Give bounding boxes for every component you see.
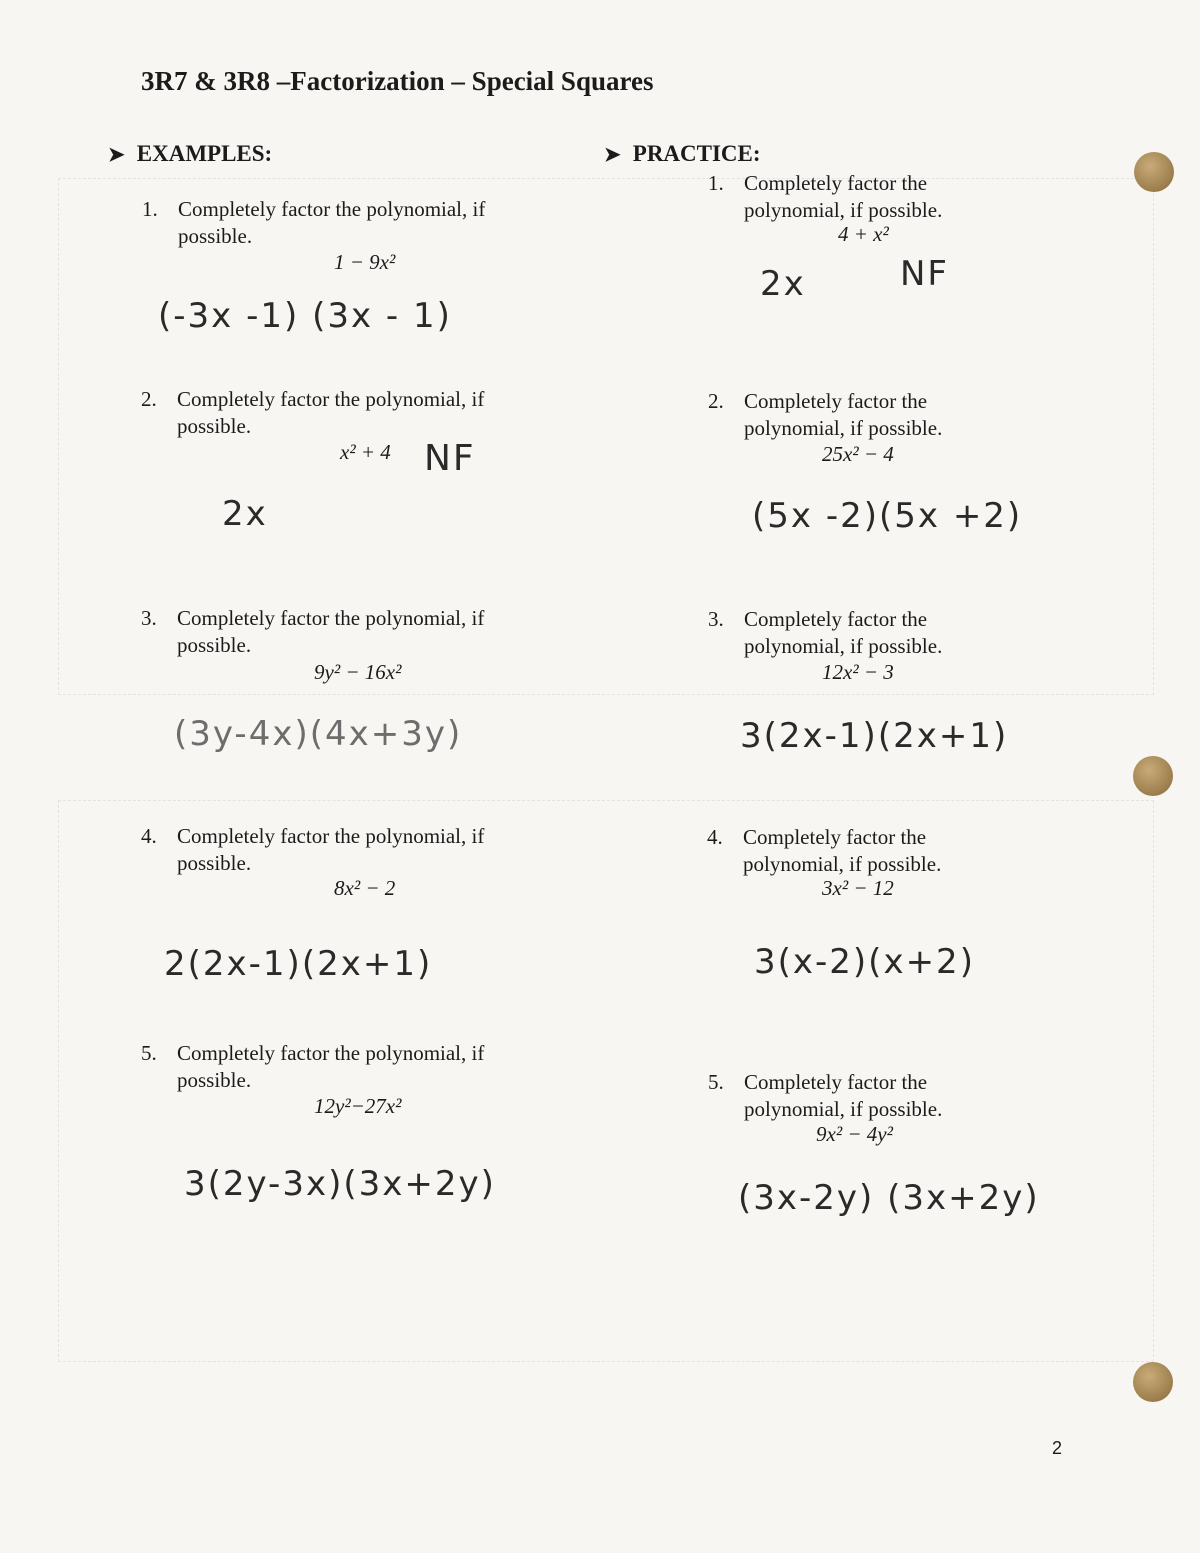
page-number: 2 (1052, 1438, 1063, 1458)
example-2-expression: x² + 4 (340, 440, 391, 464)
practice-1-answer: NF (900, 254, 949, 294)
example-5-expression: 12y²−27x² (314, 1094, 402, 1118)
example-1-answer: (-3x -1) (3x - 1) (158, 296, 452, 336)
example-4-expression: 8x² − 2 (334, 876, 396, 900)
problem-instruction: Completely factor the polynomial, if possible. (177, 606, 485, 657)
practice-1-expression: 4 + x² (838, 222, 889, 246)
problem-instruction: Completely factor the polynomial, if possible. (744, 171, 943, 222)
problem-instruction: Completely factor the polynomial, if possible. (744, 389, 943, 440)
binder-hole-top (1134, 152, 1174, 192)
binder-hole-bottom (1133, 1362, 1173, 1402)
problem-instruction: Completely factor the polynomial, if possible. (178, 197, 486, 248)
example-2-answer: 2x (222, 494, 268, 534)
arrow-icon: ➤ (108, 144, 125, 166)
practice-1-work: 2x (760, 264, 806, 304)
practice-5-expression: 9x² − 4y² (816, 1122, 893, 1146)
practice-heading: ➤ PRACTICE: (604, 141, 761, 166)
example-1-expression: 1 − 9x² (334, 250, 396, 274)
problem-number: 2. (141, 387, 157, 411)
problem-instruction: Completely factor the polynomial, if possible. (744, 607, 943, 658)
problem-number: 2. (708, 389, 724, 413)
practice-4-answer: 3(x-2)(x+2) (754, 942, 975, 982)
problem-instruction: Completely factor the polynomial, if possible. (744, 1070, 943, 1121)
problem-number: 5. (708, 1070, 724, 1094)
problem-instruction: Completely factor the polynomial, if possible. (177, 387, 485, 438)
problem-number: 5. (141, 1041, 157, 1065)
problem-number: 1. (142, 197, 158, 221)
arrow-icon: ➤ (604, 144, 621, 166)
practice-2-expression: 25x² − 4 (822, 442, 894, 466)
problem-instruction: Completely factor the polynomial, if possible. (177, 824, 485, 875)
problem-number: 4. (707, 825, 723, 849)
example-2-note: NF (424, 438, 476, 479)
practice-3-answer: 3(2x-1)(2x+1) (740, 716, 1009, 756)
problem-number: 3. (141, 606, 157, 630)
example-4-answer: 2(2x-1)(2x+1) (164, 944, 433, 984)
binder-hole-middle (1133, 756, 1173, 796)
practice-2-answer: (5x -2)(5x +2) (752, 496, 1023, 536)
practice-3-expression: 12x² − 3 (822, 660, 894, 684)
example-3-answer: (3y-4x)(4x+3y) (174, 714, 463, 754)
examples-heading: ➤ EXAMPLES: (108, 141, 273, 166)
example-3-expression: 9y² − 16x² (314, 660, 402, 684)
problem-number: 4. (141, 824, 157, 848)
problem-instruction: Completely factor the polynomial, if possible. (177, 1041, 485, 1092)
problem-number: 3. (708, 607, 724, 631)
practice-5-answer: (3x-2y) (3x+2y) (738, 1178, 1040, 1218)
problem-number: 1. (708, 171, 724, 195)
page-title: 3R7 & 3R8 –Factorization – Special Squares (141, 66, 654, 96)
practice-4-expression: 3x² − 12 (822, 876, 894, 900)
example-5-answer: 3(2y-3x)(3x+2y) (184, 1164, 496, 1204)
problem-instruction: Completely factor the polynomial, if possible. (743, 825, 942, 876)
